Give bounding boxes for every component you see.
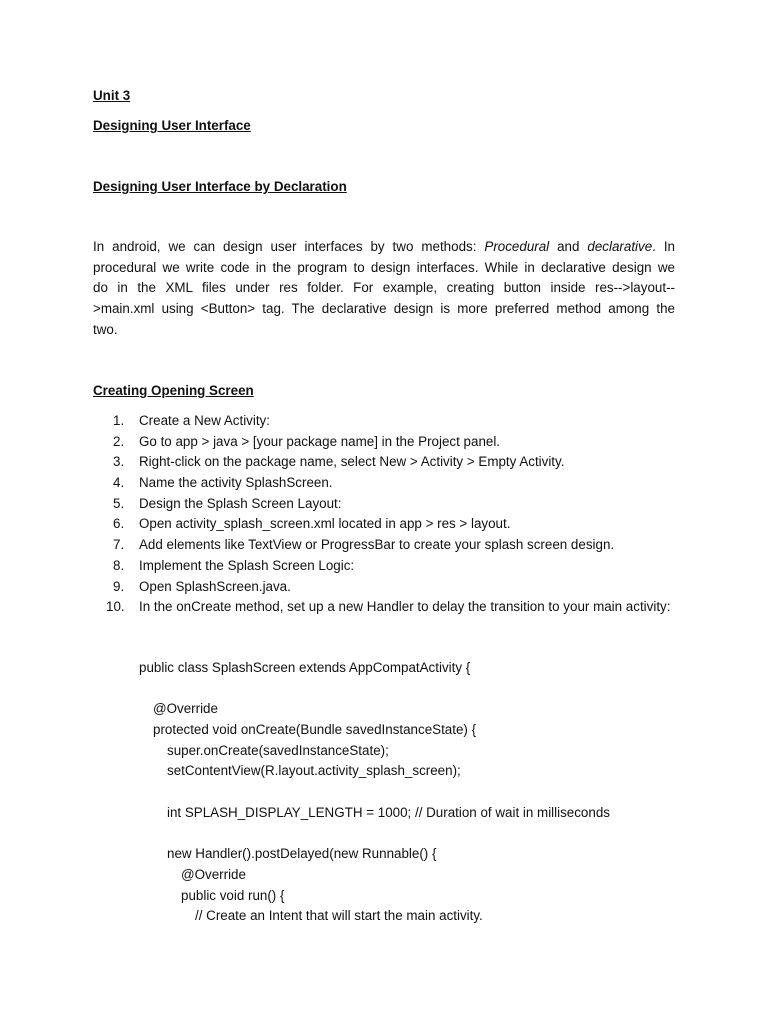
code-line: protected void onCreate(Bundle savedInstanceState) { xyxy=(153,722,477,738)
intro-line: do in the XML files under res folder. For example, creating button inside res-->layout-- xyxy=(93,280,675,296)
code-line xyxy=(139,824,679,845)
list-item: 5. Design the Splash Screen Layout: xyxy=(113,495,342,511)
list-item: 1. Create a New Activity: xyxy=(113,413,270,428)
intro-paragraph xyxy=(93,237,675,340)
code-line: new Handler().postDelayed(new Runnable() { xyxy=(167,846,437,862)
code-line: public void run() { xyxy=(181,887,285,903)
code-line: public class SplashScreen extends AppCompatActivity { xyxy=(139,660,471,675)
section-heading-declaration: Designing User Interface by Declaration xyxy=(93,179,347,194)
code-block xyxy=(139,658,679,927)
page-title: Designing User Interface xyxy=(93,118,251,133)
intro-line: In android, we can design user interfaces by two methods: Procedural and declarative. In xyxy=(93,239,676,254)
code-line: super.onCreate(savedInstanceState); xyxy=(167,742,389,758)
code-line: @Override xyxy=(181,866,246,882)
list-item: 2. Go to app > java > [your package name] in the Project panel. xyxy=(113,433,501,449)
code-line: // Create an Intent that will start the main activity. xyxy=(195,908,483,924)
list-item: 4. Name the activity SplashScreen. xyxy=(113,475,333,491)
list-item: 8. Implement the Splash Screen Logic: xyxy=(113,557,355,573)
code-line: int SPLASH_DISPLAY_LENGTH = 1000; // Duration of wait in milliseconds xyxy=(167,804,610,820)
list-item: 6. Open activity_splash_screen.xml located in app > res > layout. xyxy=(113,516,511,532)
intro-line: >main.xml using <Button> tag. The declarative design is more preferred method among the xyxy=(93,301,675,317)
code-line xyxy=(139,782,679,803)
declarative-term: declarative xyxy=(587,239,653,254)
list-item: 7. Add elements like TextView or ProgressBar to create your splash screen design. xyxy=(113,537,615,553)
intro-line: two. xyxy=(93,321,118,337)
steps-list xyxy=(93,411,675,618)
intro-line: procedural we write code in the program to design interfaces. While in declarative design we xyxy=(93,259,675,275)
list-item: 9. Open SplashScreen.java. xyxy=(113,578,291,594)
code-line xyxy=(139,679,679,700)
code-line: setContentView(R.layout.activity_splash_screen); xyxy=(167,763,461,779)
code-line: @Override xyxy=(153,701,218,717)
list-item: 3. Right-click on the package name, select New > Activity > Empty Activity. xyxy=(113,454,565,470)
unit-heading: Unit 3 xyxy=(93,88,131,103)
list-item: 10. In the onCreate method, set up a new Handler to delay the transition to your main activity: xyxy=(106,599,671,615)
procedural-term: Procedural xyxy=(484,239,550,254)
section-heading-opening-screen: Creating Opening Screen xyxy=(93,383,254,398)
